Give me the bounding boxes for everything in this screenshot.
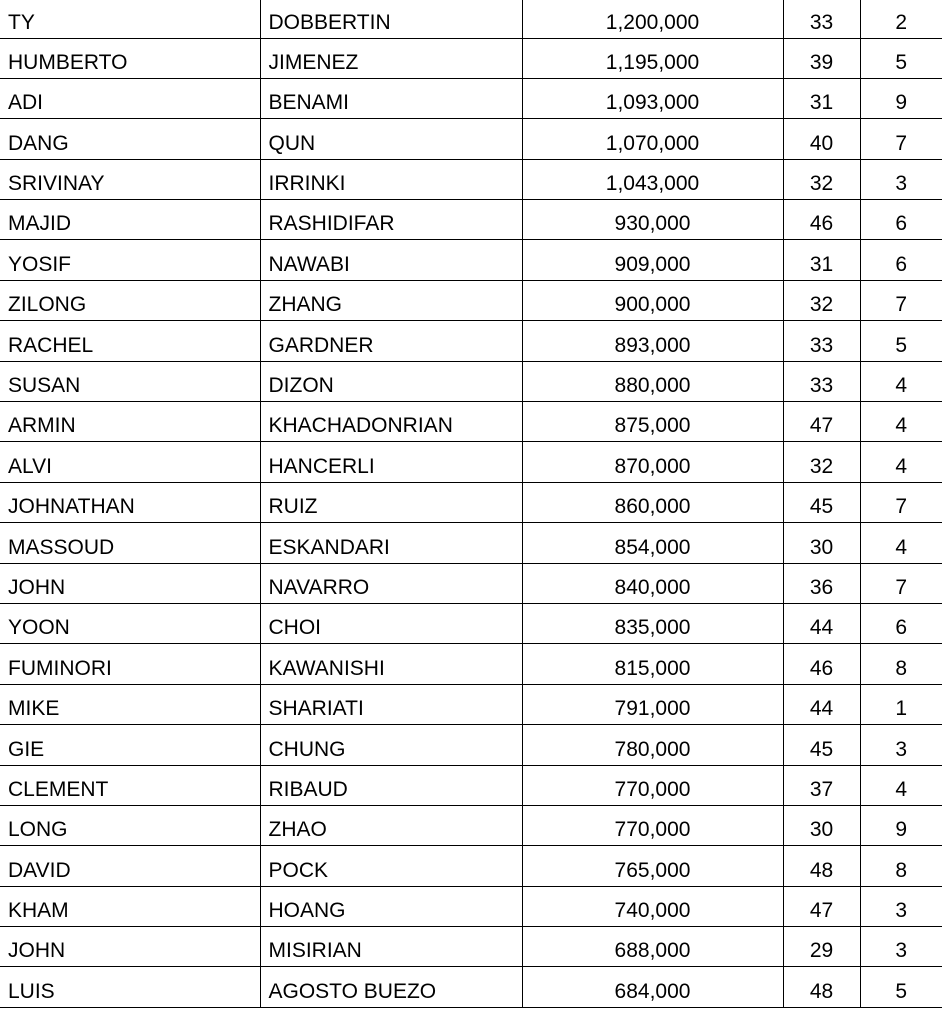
cell-amount[interactable] [522,240,783,280]
cell-first-name[interactable] [0,38,260,78]
cell-age[interactable] [783,321,860,361]
cell-text-rank: 5 [895,50,908,74]
cell-last-name[interactable] [260,846,522,886]
cell-amount[interactable] [522,402,783,442]
cell-text-last: BENAMI [268,91,350,115]
cell-first-name[interactable] [0,523,260,563]
cell-text-rank: 6 [895,252,908,276]
cell-text-last: AGOSTO BUEZO [268,979,437,1003]
cell-text-first: YOSIF [8,252,72,276]
cell-text-first: JOHNATHAN [8,495,135,519]
cell-text-last: GARDNER [268,333,374,357]
cell-rank[interactable] [860,482,942,522]
cell-text-age: 47 [809,899,834,923]
cell-text-amount: 770,000 [614,818,691,842]
cell-text-first: SUSAN [8,374,81,398]
cell-first-name[interactable] [0,119,260,159]
cell-rank[interactable] [860,523,942,563]
cell-rank[interactable] [860,805,942,845]
cell-text-age: 32 [809,172,834,196]
cell-text-rank: 9 [895,91,908,115]
cell-text-age: 32 [809,454,834,478]
cell-rank[interactable] [860,684,942,724]
cell-text-rank: 4 [895,535,908,559]
cell-text-age: 30 [809,535,834,559]
cell-age[interactable] [783,119,860,159]
cell-text-amount: 684,000 [614,979,691,1003]
cell-rank[interactable] [860,644,942,684]
cell-age[interactable] [783,200,860,240]
cell-age[interactable] [783,240,860,280]
cell-text-first: RACHEL [8,333,94,357]
cell-text-last: IRRINKI [268,172,346,196]
table-row [0,119,942,159]
cell-text-amount: 1,195,000 [605,50,700,74]
cell-text-age: 39 [809,50,834,74]
cell-age[interactable] [783,38,860,78]
cell-first-name[interactable] [0,846,260,886]
cell-first-name[interactable] [0,240,260,280]
cell-text-amount: 1,043,000 [605,172,700,196]
cell-text-rank: 6 [895,616,908,640]
cell-text-rank: 1 [895,697,908,721]
cell-last-name[interactable] [260,482,522,522]
table-row [0,927,942,967]
cell-text-rank: 5 [895,333,908,357]
table-row [0,563,942,603]
cell-last-name[interactable] [260,927,522,967]
table-row [0,38,942,78]
cell-text-last: CHUNG [268,737,346,761]
cell-text-amount: 688,000 [614,939,691,963]
cell-text-first: YOON [8,616,70,640]
cell-text-age: 36 [809,575,834,599]
table-row [0,78,942,118]
cell-last-name[interactable] [260,240,522,280]
cell-text-rank: 3 [895,939,908,963]
cell-age[interactable] [783,725,860,765]
table-row [0,886,942,926]
cell-rank[interactable] [860,38,942,78]
cell-amount[interactable] [522,78,783,118]
cell-amount[interactable] [522,200,783,240]
cell-last-name[interactable] [260,603,522,643]
cell-last-name[interactable] [260,725,522,765]
cell-text-age: 47 [809,414,834,438]
cell-text-last: CHOI [268,616,321,640]
cell-first-name[interactable] [0,78,260,118]
cell-text-last: NAWABI [268,252,350,276]
cell-rank[interactable] [860,321,942,361]
cell-first-name[interactable] [0,159,260,199]
cell-rank[interactable] [860,119,942,159]
cell-amount[interactable] [522,523,783,563]
cell-text-age: 31 [809,252,834,276]
cell-rank[interactable] [860,0,942,38]
cell-rank[interactable] [860,402,942,442]
cell-text-last: POCK [268,858,329,882]
cell-text-amount: 840,000 [614,575,691,599]
table-row [0,482,942,522]
cell-first-name[interactable] [0,563,260,603]
cell-age[interactable] [783,442,860,482]
cell-text-first: TY [8,10,35,34]
table-row [0,240,942,280]
cell-text-last: RUIZ [268,495,318,519]
table-row [0,159,942,199]
cell-first-name[interactable] [0,603,260,643]
table-row [0,603,942,643]
cell-text-rank: 7 [895,575,908,599]
cell-age[interactable] [783,402,860,442]
table-row [0,805,942,845]
cell-rank[interactable] [860,886,942,926]
cell-text-last: ZHANG [268,293,342,317]
cell-text-rank: 7 [895,293,908,317]
cell-age[interactable] [783,886,860,926]
cell-text-age: 46 [809,656,834,680]
table-row [0,361,942,401]
cell-text-age: 44 [809,697,834,721]
cell-text-last: DOBBERTIN [268,10,391,34]
cell-text-first: SRIVINAY [8,172,105,196]
cell-text-last: RIBAUD [268,777,348,801]
cell-amount[interactable] [522,603,783,643]
cell-last-name[interactable] [260,361,522,401]
cell-text-rank: 3 [895,737,908,761]
cell-rank[interactable] [860,846,942,886]
cell-last-name[interactable] [260,684,522,724]
cell-first-name[interactable] [0,482,260,522]
cell-last-name[interactable] [260,765,522,805]
cell-text-age: 37 [809,777,834,801]
cell-amount[interactable] [522,482,783,522]
cell-text-amount: 1,093,000 [605,91,700,115]
cell-text-rank: 4 [895,454,908,478]
cell-age[interactable] [783,482,860,522]
cell-age[interactable] [783,563,860,603]
cell-text-amount: 791,000 [614,697,691,721]
cell-text-amount: 765,000 [614,858,691,882]
cell-text-amount: 870,000 [614,454,691,478]
cell-text-amount: 770,000 [614,777,691,801]
cell-first-name[interactable] [0,200,260,240]
cell-first-name[interactable] [0,644,260,684]
cell-text-last: RASHIDIFAR [268,212,395,236]
cell-last-name[interactable] [260,967,522,1007]
cell-text-age: 44 [809,616,834,640]
cell-rank[interactable] [860,200,942,240]
cell-text-last: ZHAO [268,818,327,842]
cell-last-name[interactable] [260,0,522,38]
table-row [0,725,942,765]
table-row [0,280,942,320]
cell-text-age: 33 [809,374,834,398]
cell-text-rank: 7 [895,495,908,519]
cell-first-name[interactable] [0,967,260,1007]
cell-text-rank: 3 [895,172,908,196]
cell-text-last: HOANG [268,899,346,923]
cell-text-first: MAJID [8,212,71,236]
cell-last-name[interactable] [260,563,522,603]
cell-text-amount: 860,000 [614,495,691,519]
table-row [0,402,942,442]
cell-last-name[interactable] [260,200,522,240]
cell-rank[interactable] [860,361,942,401]
cell-text-amount: 930,000 [614,212,691,236]
cell-amount[interactable] [522,684,783,724]
cell-age[interactable] [783,846,860,886]
cell-last-name[interactable] [260,402,522,442]
cell-amount[interactable] [522,0,783,38]
cell-text-rank: 4 [895,414,908,438]
cell-rank[interactable] [860,78,942,118]
cell-rank[interactable] [860,967,942,1007]
cell-age[interactable] [783,159,860,199]
cell-text-rank: 6 [895,212,908,236]
cell-text-first: GIE [8,737,45,761]
cell-last-name[interactable] [260,886,522,926]
cell-amount[interactable] [522,442,783,482]
cell-age[interactable] [783,765,860,805]
cell-text-last: KAWANISHI [268,656,385,680]
cell-text-first: LONG [8,818,68,842]
cell-text-first: DANG [8,131,69,155]
cell-amount[interactable] [522,886,783,926]
cell-last-name[interactable] [260,442,522,482]
cell-last-name[interactable] [260,644,522,684]
cell-first-name[interactable] [0,442,260,482]
cell-last-name[interactable] [260,523,522,563]
cell-text-first: FUMINORI [8,656,112,680]
cell-text-last: HANCERLI [268,454,375,478]
cell-text-rank: 4 [895,777,908,801]
cell-text-first: MASSOUD [8,535,115,559]
cell-age[interactable] [783,644,860,684]
cell-last-name[interactable] [260,159,522,199]
cell-rank[interactable] [860,765,942,805]
cell-last-name[interactable] [260,119,522,159]
cell-text-rank: 8 [895,858,908,882]
cell-text-age: 32 [809,293,834,317]
cell-text-rank: 8 [895,656,908,680]
cell-text-amount: 900,000 [614,293,691,317]
cell-text-first: HUMBERTO [8,50,128,74]
cell-amount[interactable] [522,927,783,967]
cell-amount[interactable] [522,361,783,401]
cell-text-first: ADI [8,91,44,115]
cell-first-name[interactable] [0,765,260,805]
cell-text-age: 33 [809,333,834,357]
cell-text-rank: 5 [895,979,908,1003]
cell-text-age: 33 [809,10,834,34]
cell-text-age: 29 [809,939,834,963]
cell-rank[interactable] [860,725,942,765]
cell-text-last: KHACHADONRIAN [268,414,453,438]
table-row [0,765,942,805]
cell-text-last: ESKANDARI [268,535,390,559]
cell-amount[interactable] [522,725,783,765]
cell-text-age: 31 [809,91,834,115]
cell-age[interactable] [783,78,860,118]
cell-text-first: ALVI [8,454,52,478]
cell-amount[interactable] [522,38,783,78]
cell-first-name[interactable] [0,805,260,845]
table-row [0,967,942,1007]
cell-text-age: 40 [809,131,834,155]
cell-amount[interactable] [522,280,783,320]
cell-text-amount: 1,070,000 [605,131,700,155]
cell-text-amount: 835,000 [614,616,691,640]
cell-text-first: DAVID [8,858,71,882]
cell-age[interactable] [783,967,860,1007]
cell-amount[interactable] [522,321,783,361]
cell-amount[interactable] [522,967,783,1007]
cell-text-age: 30 [809,818,834,842]
cell-first-name[interactable] [0,280,260,320]
cell-text-first: LUIS [8,979,55,1003]
cell-age[interactable] [783,927,860,967]
cell-first-name[interactable] [0,927,260,967]
cell-first-name[interactable] [0,684,260,724]
cell-amount[interactable] [522,644,783,684]
cell-text-amount: 740,000 [614,899,691,923]
cell-text-last: QUN [268,131,316,155]
cell-text-last: NAVARRO [268,575,370,599]
cell-rank[interactable] [860,280,942,320]
cell-text-amount: 780,000 [614,737,691,761]
cell-text-amount: 880,000 [614,374,691,398]
cell-text-age: 45 [809,737,834,761]
cell-last-name[interactable] [260,78,522,118]
cell-text-amount: 909,000 [614,252,691,276]
cell-text-rank: 7 [895,131,908,155]
cell-rank[interactable] [860,240,942,280]
cell-text-rank: 9 [895,818,908,842]
cell-age[interactable] [783,603,860,643]
cell-last-name[interactable] [260,38,522,78]
cell-text-amount: 1,200,000 [605,10,700,34]
cell-last-name[interactable] [260,805,522,845]
cell-rank[interactable] [860,159,942,199]
cell-age[interactable] [783,0,860,38]
cell-last-name[interactable] [260,321,522,361]
table-row [0,684,942,724]
table-row [0,644,942,684]
cell-text-amount: 854,000 [614,535,691,559]
table-row [0,523,942,563]
table-row [0,442,942,482]
cell-text-amount: 893,000 [614,333,691,357]
cell-rank[interactable] [860,603,942,643]
cell-age[interactable] [783,361,860,401]
cell-first-name[interactable] [0,402,260,442]
cell-text-last: JIMENEZ [268,50,359,74]
cell-amount[interactable] [522,846,783,886]
cell-text-last: SHARIATI [268,697,364,721]
cell-text-first: CLEMENT [8,777,109,801]
cell-text-first: JOHN [8,939,66,963]
cell-amount[interactable] [522,765,783,805]
cell-first-name[interactable] [0,886,260,926]
cell-text-age: 45 [809,495,834,519]
cell-first-name[interactable] [0,0,260,38]
cell-age[interactable] [783,523,860,563]
cell-first-name[interactable] [0,321,260,361]
cell-text-last: DIZON [268,374,334,398]
cell-text-age: 46 [809,212,834,236]
cell-text-first: JOHN [8,575,66,599]
cell-age[interactable] [783,805,860,845]
cell-text-last: MISIRIAN [268,939,362,963]
cell-first-name[interactable] [0,361,260,401]
table-row [0,0,942,38]
cell-rank[interactable] [860,927,942,967]
cell-text-age: 48 [809,858,834,882]
table-row [0,200,942,240]
cell-amount[interactable] [522,159,783,199]
cell-text-first: KHAM [8,899,69,923]
cell-text-rank: 3 [895,899,908,923]
cell-text-rank: 4 [895,374,908,398]
cell-text-first: ZILONG [8,293,87,317]
cell-amount[interactable] [522,119,783,159]
cell-last-name[interactable] [260,280,522,320]
cell-rank[interactable] [860,442,942,482]
cell-amount[interactable] [522,805,783,845]
cell-text-amount: 815,000 [614,656,691,680]
cell-text-first: MIKE [8,697,60,721]
cell-first-name[interactable] [0,725,260,765]
cell-age[interactable] [783,684,860,724]
cell-text-rank: 2 [895,10,908,34]
cell-rank[interactable] [860,563,942,603]
table-row [0,846,942,886]
cell-age[interactable] [783,280,860,320]
table-row [0,321,942,361]
cell-text-age: 48 [809,979,834,1003]
cell-amount[interactable] [522,563,783,603]
cell-text-amount: 875,000 [614,414,691,438]
cell-text-first: ARMIN [8,414,76,438]
